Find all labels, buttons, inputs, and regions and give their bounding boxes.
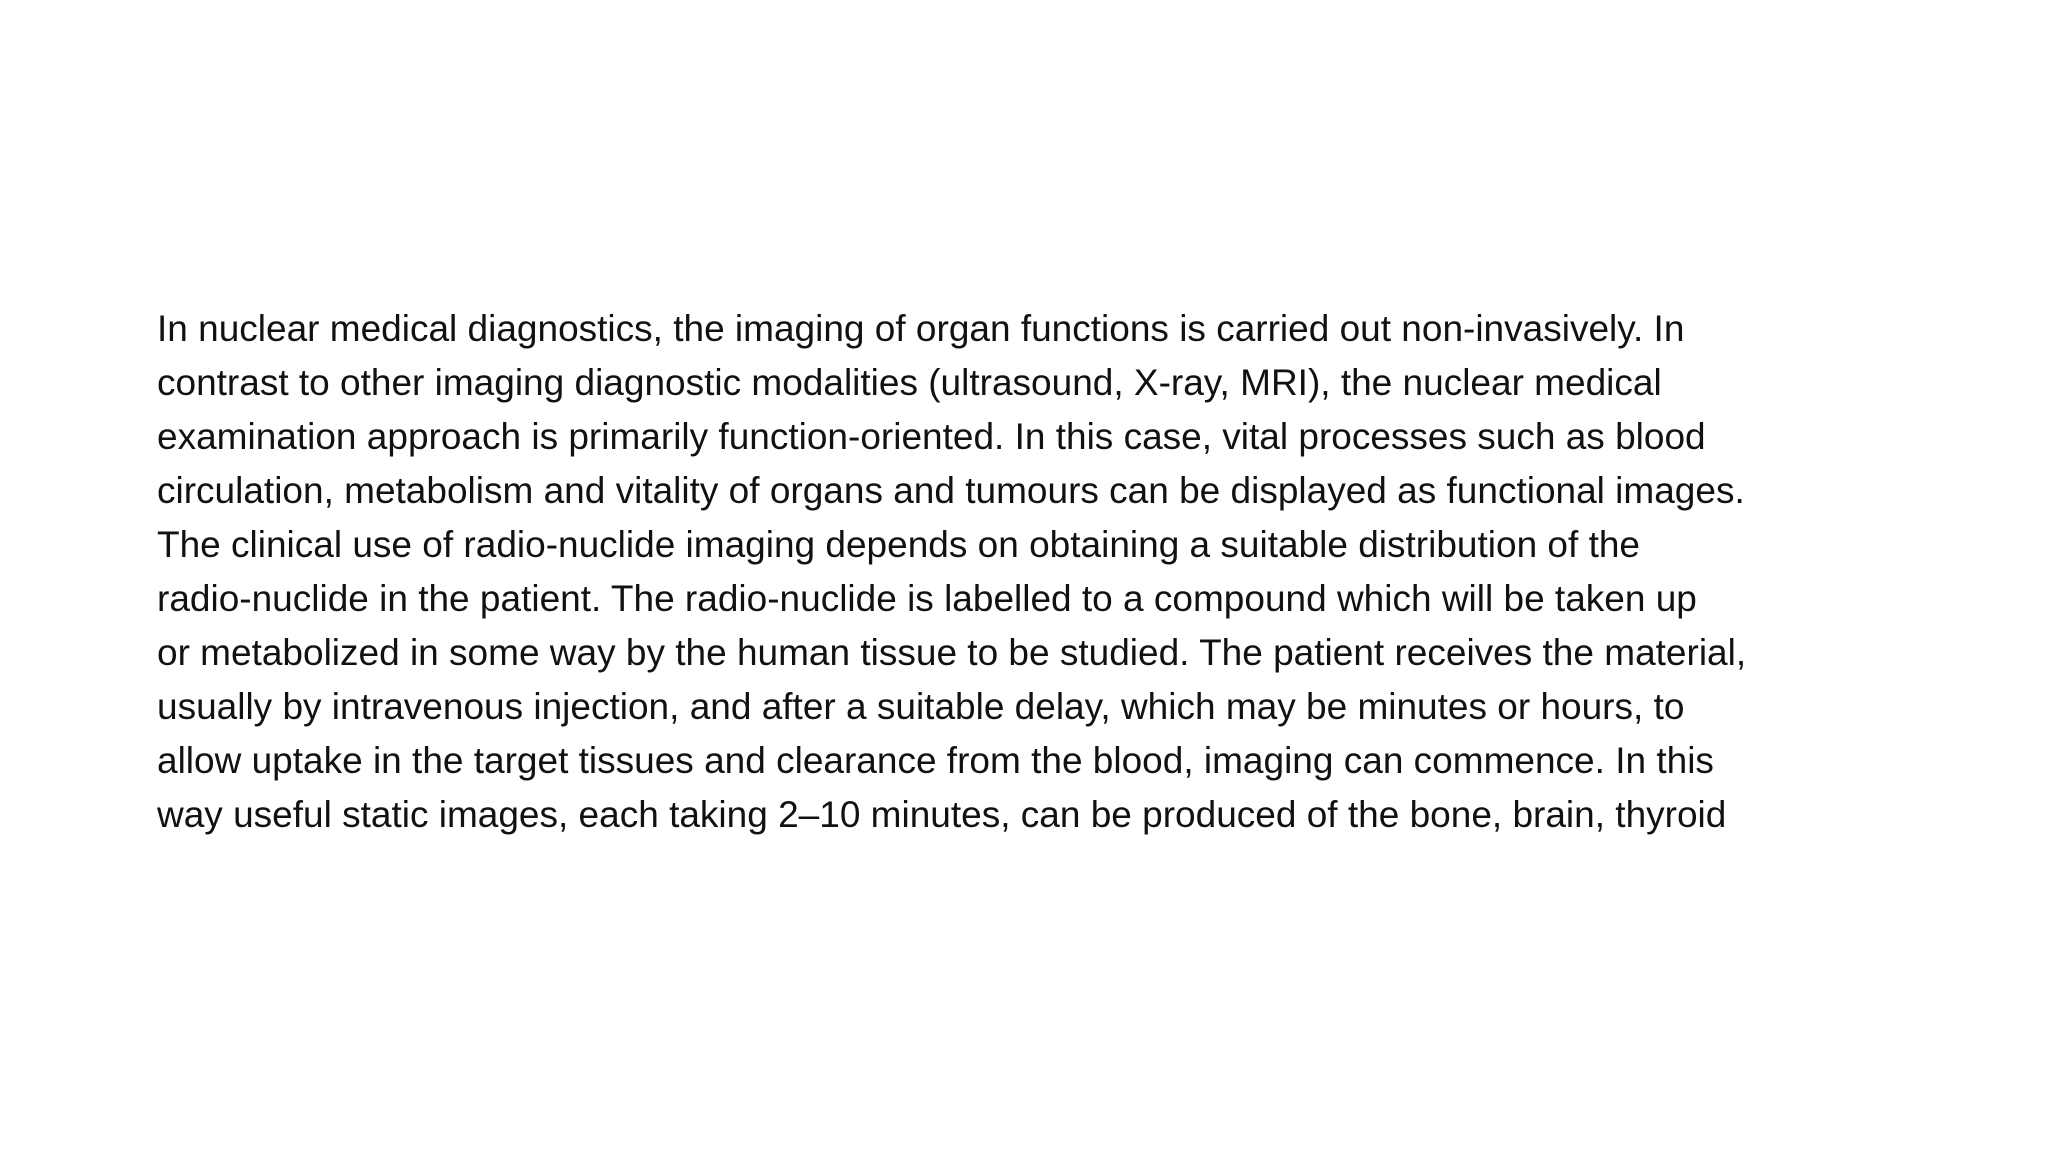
paragraph-line: or metabolized in some way by the human tissue to be studied. The patient receives the material, (157, 632, 1747, 673)
paragraph-line: circulation, metabolism and vitality of organs and tumours can be displayed as functional images. (157, 470, 1745, 511)
paragraph-line: radio-nuclide in the patient. The radio-nuclide is labelled to a compound which will be taken up (157, 578, 1697, 619)
body-paragraph (157, 302, 2037, 842)
paragraph-line: The clinical use of radio-nuclide imaging depends on obtaining a suitable distribution of the (157, 524, 1640, 565)
paragraph-line: contrast to other imaging diagnostic modalities (ultrasound, X-ray, MRI), the nuclear medical (157, 362, 1662, 403)
paragraph-line: way useful static images, each taking 2–10 minutes, can be produced of the bone, brain, thyroid (157, 794, 1727, 835)
paragraph-line: examination approach is primarily function-oriented. In this case, vital processes such as blood (157, 416, 1706, 457)
paragraph-line: In nuclear medical diagnostics, the imaging of organ functions is carried out non-invasively. In (157, 308, 1685, 349)
paragraph-line: usually by intravenous injection, and after a suitable delay, which may be minutes or hours, to (157, 686, 1685, 727)
paragraph-line: allow uptake in the target tissues and clearance from the blood, imaging can commence. In this (157, 740, 1714, 781)
